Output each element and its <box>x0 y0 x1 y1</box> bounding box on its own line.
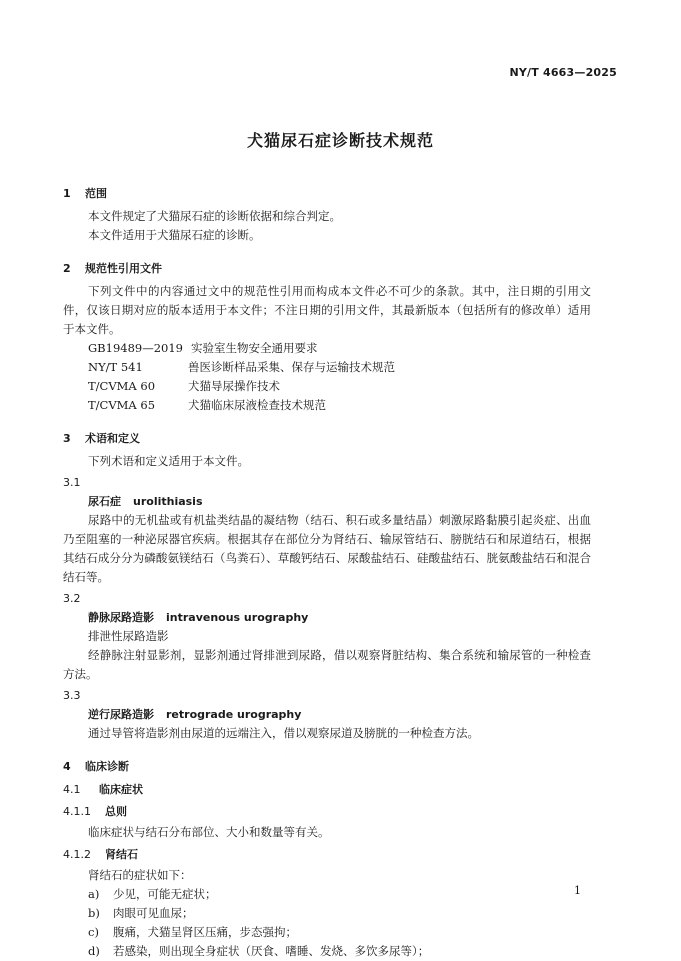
list-marker: b) <box>88 906 100 920</box>
term-cn: 静脉尿路造影 <box>88 611 154 624</box>
page-title: 犬猫尿石症诊断技术规范 <box>246 131 434 150</box>
term-definition: 经静脉注射显影剂，显影剂通过肾排泄到尿路，借以观察肾脏结构、集合系统和输尿管的一种检查方法。 <box>63 648 591 681</box>
subsection-number: 4.1.1 <box>63 805 91 818</box>
term-alternative: 排泄性尿路造影 <box>88 629 169 643</box>
reference-code: GB19489—2019 <box>88 341 183 355</box>
term-number: 3.1 <box>63 476 81 489</box>
subsection-number: 4.1 <box>63 783 81 796</box>
term-heading <box>63 705 591 724</box>
reference-code: NY/T 541 <box>88 360 143 374</box>
section-title: 范围 <box>85 187 107 200</box>
section-number: 3 <box>63 432 71 445</box>
term-definition: 通过导管将造影剂由尿道的远端注入，借以观察尿道及膀胱的一种检查方法。 <box>88 726 479 740</box>
list-item <box>63 904 591 923</box>
reference-item <box>63 358 591 377</box>
list-marker: c) <box>88 925 99 939</box>
subsection-title: 肾结石 <box>105 848 138 861</box>
term-en: urolithiasis <box>133 495 203 508</box>
reference-code: T/CVMA 60 <box>88 379 156 393</box>
paragraph: 肾结石的症状如下： <box>88 868 192 882</box>
list-text: 肉眼可见血尿； <box>113 906 194 920</box>
section-title: 术语和定义 <box>85 432 140 445</box>
subsection-title: 总则 <box>105 805 127 818</box>
term-heading <box>63 492 591 511</box>
reference-name: 兽医诊断样品采集、保存与运输技术规范 <box>188 360 395 374</box>
term-number: 3.3 <box>63 689 81 702</box>
list-item <box>63 923 591 942</box>
section-number: 1 <box>63 187 71 200</box>
paragraph: 下列术语和定义适用于本文件。 <box>88 454 249 468</box>
term-en: retrograde urography <box>166 708 302 721</box>
list-text: 腹痛，犬猫呈肾区压痛，步态强拘； <box>113 925 297 939</box>
document-number: NY/T 4663—2025 <box>509 66 617 79</box>
term-number: 3.2 <box>63 592 81 605</box>
section-4-heading <box>63 757 591 776</box>
section-title: 规范性引用文件 <box>85 262 162 275</box>
reference-item <box>63 377 591 396</box>
list-item <box>63 885 591 904</box>
term-definition: 尿路中的无机盐或有机盐类结晶的凝结物（结石、积石或多量结晶）刺激尿路黏膜引起炎症、出血乃至阻塞的一种泌尿器官疾病。根据其存在部位分为肾结石、输尿管结石、膀胱结石和尿道结石，根据其结石成分分为磷酸氨镁结石（鸟粪石）、草酸钙结石、尿酸盐结石、硅酸盐结石、胱氨酸盐结石和混合结石等。 <box>63 513 591 584</box>
list-marker: d) <box>88 944 100 958</box>
subsection-title: 临床症状 <box>99 783 143 796</box>
paragraph: 本文件适用于犬猫尿石症的诊断。 <box>88 228 261 242</box>
list-item <box>63 942 591 961</box>
section-number: 4 <box>63 760 71 773</box>
section-title: 临床诊断 <box>85 760 129 773</box>
subsection-heading <box>63 845 591 864</box>
reference-item <box>63 396 591 415</box>
paragraph: 本文件规定了犬猫尿石症的诊断依据和综合判定。 <box>88 209 341 223</box>
term-heading <box>63 608 591 627</box>
list-text: 若感染，则出现全身症状（厌食、嗜睡、发烧、多饮多尿等）； <box>113 944 430 958</box>
subsection-heading <box>63 802 591 821</box>
term-cn: 尿石症 <box>88 495 121 508</box>
section-number: 2 <box>63 262 71 275</box>
reference-code: T/CVMA 65 <box>88 398 156 412</box>
term-en: intravenous urography <box>166 611 309 624</box>
subsection-number: 4.1.2 <box>63 848 91 861</box>
section-3-heading <box>63 429 591 448</box>
page-number: 1 <box>574 884 581 897</box>
subsection-heading <box>63 780 591 799</box>
reference-name: 犬猫导尿操作技术 <box>188 379 280 393</box>
list-marker: a) <box>88 887 100 901</box>
paragraph: 临床症状与结石分布部位、大小和数量等有关。 <box>88 825 330 839</box>
section-2-heading <box>63 259 591 278</box>
paragraph: 下列文件中的内容通过文中的规范性引用而构成本文件必不可少的条款。其中，注日期的引用文件，仅该日期对应的版本适用于本文件；不注日期的引用文件，其最新版本（包括所有的修改单）适用于本文件。 <box>63 284 591 336</box>
list-text: 少见，可能无症状； <box>113 887 217 901</box>
document-body <box>63 180 591 961</box>
reference-name: 犬猫临床尿液检查技术规范 <box>188 398 326 412</box>
reference-item <box>63 339 591 358</box>
term-cn: 逆行尿路造影 <box>88 708 154 721</box>
reference-name: 实验室生物安全通用要求 <box>191 341 318 355</box>
section-1-heading <box>63 184 591 203</box>
